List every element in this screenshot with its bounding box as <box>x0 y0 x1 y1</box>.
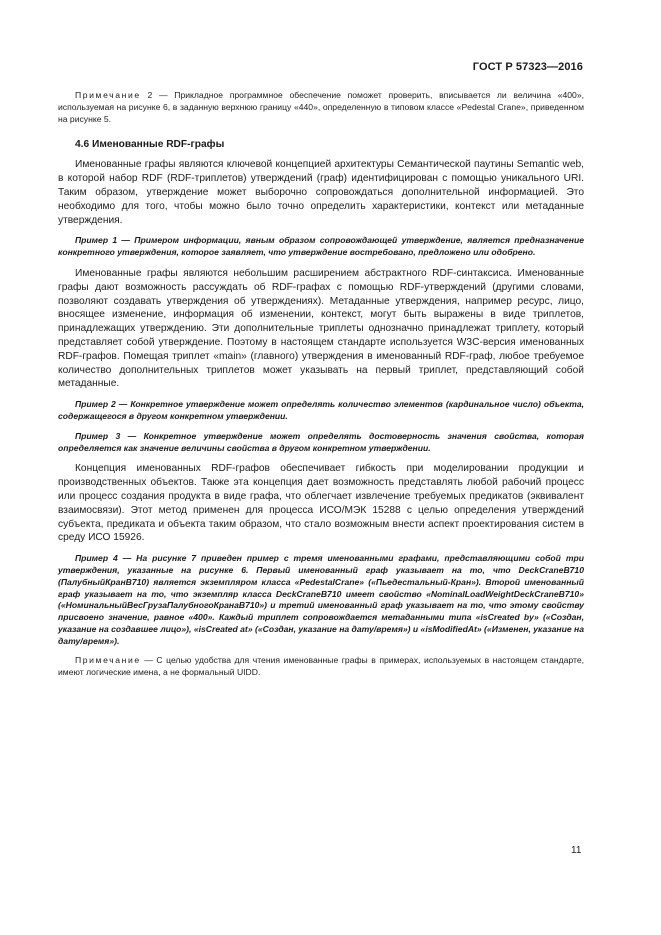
example-3: Пример 3 — Конкретное утверждение может определять достоверность значения свойства, которая определяется как значение величины свойства в другом конкретном утверждении. <box>58 430 584 453</box>
example-2: Пример 2 — Конкретное утверждение может определять количество элементов (кардинальное число) объекта, содержащегося в другом конкретном утверждении. <box>58 399 584 421</box>
paragraph-3: Концепция именованных RDF-графов обеспечивает гибкость при моделировании продукции и производственных объектов. Также эта концепция дает возможность представлять любой рабочий процесс или процесс создания продукта в виде графа, что облегчает извлечение требуемых предикатов (эквивалент взаимосвязи). Этот метод применен для процесса ИСО/МЭК 15288 с целью определения утверждений субъекта, предиката и объекта таким образом, что стало возможным внести аспект проектирования систем в среду ИСО 15926. <box>58 463 584 544</box>
page-content <box>58 90 584 679</box>
example-1: Пример 1 — Примером информации, явным образом сопровождающей утверждение, является предназначение конкретного утверждения, которое заявляет, что утверждение востребовано, предложено или одобрено. <box>58 235 584 258</box>
note-text: 2 — Прикладное программное обеспечение поможет проверить, вписывается ли величина «400», используемая на рисунке 6, в заданную верхнюю границу «440», определенную в типовом классе «Pedestal Crane», приведенном на рисунке 5. <box>58 90 584 124</box>
paragraph-2: Именованные графы являются небольшим расширением абстрактного RDF-синтаксиса. Именованные графы дают возможность рассуждать об RDF-графах с помощью RDF-утверждений (другими словами, позволяют создавать утверждения об утверждениях). Метаданные утверждения, например ресурс, лицо, вносящее изменение, информация об изменении, контекст, могут быть выражены в виде триплетов, принадлежащих утверждению. Эти дополнительные триплеты однозначно принадлежат триплету, который представляет собой утверждение. Поэтому в настоящем стандарте используется W3C-версия именованных RDF-графов. Помещая триплет «main» (главного) утверждения в именованный RDF-граф, любое требуемое количество дополнительных триплетов может указывать на первый триплет, представляющий собой метаданные. <box>58 267 584 390</box>
note-3 <box>58 655 584 679</box>
note-text: — С целью удобства для чтения именованные графы в примерах, используемых в настоящем стандарте, имеют логические имена, а не формальный UIDD. <box>58 655 584 678</box>
note-label: Примечание <box>75 655 141 666</box>
example-4: Пример 4 — На рисунке 7 приведен пример с тремя именованными графами, представляющими собой три утверждения, указанные на рисунке 6. Первый именованный граф указывает на то, что DeckCraneB710 (ПалубныйКранB710) является экземпляром класса «PedestalCrane» («Пьедестальный-Кран»). Второй именованный граф указывает на то, что экземпляр класса DeckCraneB710 имеет свойство «NominalLoadWeightDeckCraneB710» («НоминальныйВесГрузаПалубногоКранаB710») и третий именованный граф указывает на то, что этому свойству присвоено значение, равное «400». Каждый триплет сопровождается метаданными типа «isCreated by» («Создан, указание на создавшее лицо»), «isCreated at» («Создан, указание на дату/время») и «isModifiedAt» («Изменен, указание на дату/время»). <box>58 553 584 646</box>
document-id: ГОСТ Р 57323—2016 <box>472 61 583 73</box>
section-heading: 4.6 Именованные RDF-графы <box>75 139 225 151</box>
paragraph-1: Именованные графы являются ключевой концепцией архитектуры Семантической паутины Semantic web, в которой набор RDF (RDF-триплетов) утверждений (граф) идентифицирован с помощью уникального URI. Таким образом, утверждение может выборочно сопровождаться дополнительной информацией. Это необходимо для того, чтобы можно было точно определить характеристики, контекст или метаданные утверждения. <box>58 159 584 226</box>
note-2 <box>58 90 584 125</box>
note-label: Примечание <box>75 90 141 100</box>
page-number: 11 <box>571 845 582 856</box>
